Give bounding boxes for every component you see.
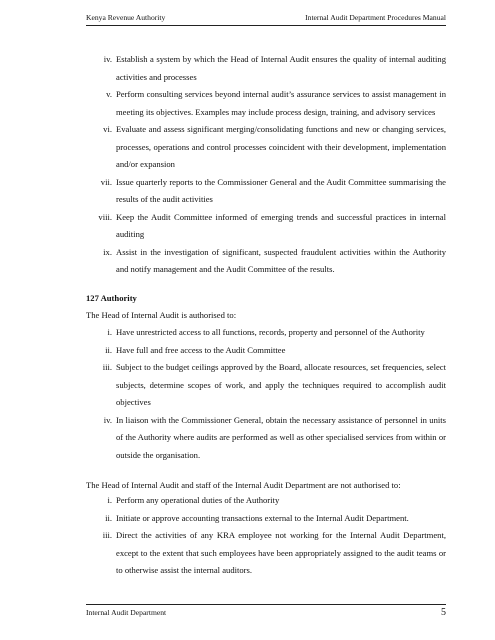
item-text: Evaluate and assess significant merging/consolidating functions and new or changing services, processes, operations and control processes coincident with their development, implementation and/or expansion bbox=[116, 124, 446, 169]
item-number: iii. bbox=[102, 530, 112, 540]
footer-department: Internal Audit Department bbox=[86, 608, 167, 617]
header-document-title: Internal Audit Department Procedures Manual bbox=[305, 13, 446, 22]
list-item bbox=[86, 359, 446, 412]
item-number: iii. bbox=[102, 362, 112, 372]
list-item bbox=[86, 510, 446, 528]
item-number: ii. bbox=[105, 512, 112, 523]
item-number: iv. bbox=[103, 54, 112, 64]
item-text: Have full and free access to the Audit Committee bbox=[116, 344, 286, 355]
header-organisation: Kenya Revenue Authority bbox=[86, 13, 166, 22]
item-text: Initiate or approve accounting transactions external to the Internal Audit Department. bbox=[116, 512, 409, 523]
item-number: vii. bbox=[100, 176, 112, 187]
item-text: Have unrestricted access to all functions, records, property and personnel of the Authority bbox=[116, 327, 425, 337]
item-text: Establish a system by which the Head of Internal Audit ensures the quality of internal auditing activities and processes bbox=[116, 54, 446, 82]
page-header bbox=[86, 11, 446, 24]
item-text: Direct the activities of any KRA employee not working for the Internal Audit Department, except to the extent that such employees have been appropriately assigned to the audit teams or to otherwise assist the internal auditors. bbox=[116, 530, 446, 575]
item-text: In liaison with the Commissioner General, obtain the necessary assistance of personnel in units of the Authority where audits are performed as well as other specialised services from within or outside the organisation. bbox=[116, 414, 446, 460]
item-number: ii. bbox=[105, 344, 112, 355]
not-authorised-list bbox=[86, 492, 446, 580]
list-item bbox=[86, 527, 446, 580]
list-item bbox=[86, 209, 446, 244]
item-number: viii. bbox=[98, 211, 112, 222]
list-item bbox=[86, 174, 446, 209]
not-authorised-intro: The Head of Internal Audit and staff of the Internal Audit Department are not authorised to: bbox=[86, 480, 401, 490]
page-footer bbox=[86, 606, 446, 620]
section-heading: 127 Authority bbox=[86, 293, 137, 303]
item-number: iv. bbox=[103, 414, 112, 425]
item-text: Issue quarterly reports to the Commissioner General and the Audit Committee summarising the results of the audit activities bbox=[116, 176, 446, 204]
list-item bbox=[86, 86, 446, 121]
item-number: ix. bbox=[103, 246, 112, 257]
item-number: i. bbox=[107, 495, 112, 505]
list-item bbox=[86, 121, 446, 174]
list-item bbox=[86, 492, 446, 510]
list-item bbox=[86, 51, 446, 86]
item-text: Keep the Audit Committee informed of emerging trends and successful practices in internal auditing bbox=[116, 211, 446, 239]
item-number: v. bbox=[106, 89, 112, 99]
authority-intro: The Head of Internal Audit is authorised to: bbox=[86, 310, 237, 320]
continued-duties-list bbox=[86, 51, 446, 279]
item-number: vi. bbox=[103, 124, 112, 134]
list-item bbox=[86, 324, 446, 342]
footer-rule bbox=[86, 604, 446, 605]
item-text: Perform consulting services beyond internal audit’s assurance services to assist management in meeting its objectives. Examples may include process design, training, and advisory services bbox=[116, 89, 446, 117]
list-item bbox=[86, 244, 446, 279]
page-number: 5 bbox=[441, 607, 446, 618]
item-text: Subject to the budget ceilings approved by the Board, allocate resources, set frequencies, select subjects, determine scopes of work, and apply the techniques required to accomplish audit objectives bbox=[116, 362, 446, 407]
item-text: Perform any operational duties of the Authority bbox=[116, 495, 280, 505]
header-rule bbox=[86, 25, 446, 26]
list-item bbox=[86, 342, 446, 360]
item-text: Assist in the investigation of significant, suspected fraudulent activities within the Authority and notify management and the Audit Committee of the results. bbox=[116, 246, 446, 274]
authority-list bbox=[86, 324, 446, 464]
item-number: i. bbox=[107, 327, 112, 337]
list-item bbox=[86, 412, 446, 465]
